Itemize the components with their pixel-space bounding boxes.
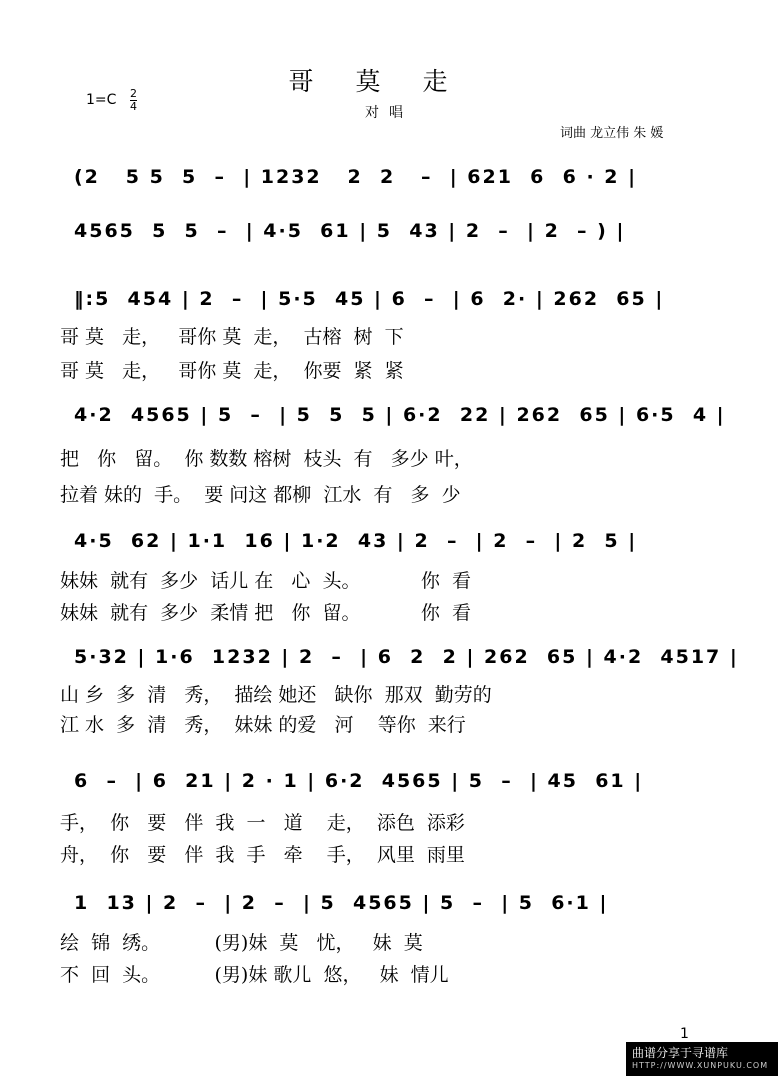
time-signature-top: 2 bbox=[130, 87, 137, 100]
credits: 词曲 龙立伟 朱 媛 bbox=[560, 126, 664, 141]
score-row-8 bbox=[0, 892, 778, 1042]
notation-line: ‖:5 454 | 2 – | 5·5 45 | 6 – | 6 2· | 262 65 | bbox=[74, 288, 665, 310]
notation-line: 4·2 4565 | 5 – | 5 5 5 | 6·2 22 | 262 65 | 6·5 4 | bbox=[74, 404, 726, 426]
lyric-line-1: 手， 你 要 伴 我 一 道 走， 添色 添彩 bbox=[60, 812, 465, 834]
lyric-line-2: 江 水 多 清 秀， 妹妹 的爱 河 等你 来行 bbox=[60, 714, 466, 736]
page-subtitle: 对唱 bbox=[365, 105, 413, 121]
lyric-line-1: 妹妹 就有 多少 话儿 在 心 头。 你 看 bbox=[60, 570, 471, 592]
time-signature bbox=[130, 88, 137, 113]
lyric-line-2: 不 回 头。 (男)妹 歌儿 悠， 妹 情儿 bbox=[60, 964, 449, 986]
lyric-line-1: 山 乡 多 清 秀， 描绘 她还 缺你 那双 勤劳的 bbox=[60, 684, 492, 706]
lyric-line-2: 哥 莫 走， 哥你 莫 走， 你要 紧 紧 bbox=[60, 360, 404, 382]
page-title: 哥莫走 bbox=[288, 67, 490, 96]
lyric-line-2: 拉着 妹的 手。 要 问这 都柳 江水 有 多 少 bbox=[60, 484, 461, 506]
time-signature-bottom: 4 bbox=[130, 100, 137, 113]
lyric-line-1: 绘 锦 绣。 (男)妹 莫 忧， 妹 莫 bbox=[60, 932, 423, 954]
footer-watermark bbox=[626, 1042, 778, 1076]
notation-line: 4·5 62 | 1·1 16 | 1·2 43 | 2 – | 2 – | 2 5 | bbox=[74, 530, 638, 552]
footer-url: HTTP://WWW.XUNPUKU.COM bbox=[632, 1061, 769, 1070]
lyric-line-1: 把 你 留。 你 数数 榕树 枝头 有 多少 叶， bbox=[60, 448, 473, 470]
lyric-line-2: 舟， 你 要 伴 我 手 牵 手， 风里 雨里 bbox=[60, 844, 465, 866]
notation-line: 4565 5 5 – | 4·5 61 | 5 43 | 2 – | 2 – ) | bbox=[74, 220, 626, 242]
lyric-line-2: 妹妹 就有 多少 柔情 把 你 留。 你 看 bbox=[60, 602, 471, 624]
notation-line: 5·32 | 1·6 1232 | 2 – | 6 2 2 | 262 65 | 4·2 4517 | bbox=[74, 646, 739, 668]
notation-line: 6 – | 6 21 | 2 · 1 | 6·2 4565 | 5 – | 45 61 | bbox=[74, 770, 644, 792]
notation-line: (2 5 5 5 – | 1232 2 2 – | 621 6 6 · 2 | bbox=[74, 166, 638, 188]
page-number: 1 bbox=[680, 1026, 689, 1042]
notation-line: 1 13 | 2 – | 2 – | 5 4565 | 5 – | 5 6·1 | bbox=[74, 892, 609, 914]
lyric-line-1: 哥 莫 走， 哥你 莫 走， 古榕 树 下 bbox=[60, 326, 404, 348]
key-signature: 1=C bbox=[86, 92, 117, 108]
footer-text: 曲谱分享于寻谱库 bbox=[632, 1046, 729, 1060]
